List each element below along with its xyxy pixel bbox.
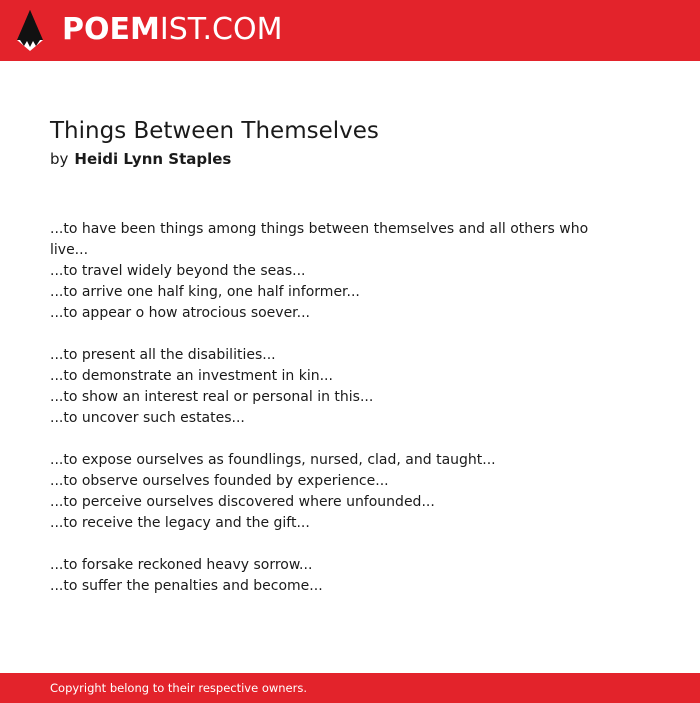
stanza xyxy=(50,345,590,429)
poem-line: ...to travel widely beyond the seas... xyxy=(50,263,306,279)
copyright-notice: Copyright belong to their respective owners. xyxy=(50,681,308,695)
stanza xyxy=(50,219,590,324)
poem-line: ...to appear o how atrocious soever... xyxy=(50,305,311,321)
stanza xyxy=(50,555,590,597)
poem-line: ...to uncover such estates... xyxy=(50,410,245,426)
poem-line: ...to observe ourselves founded by experience... xyxy=(50,473,389,489)
poem-line: ...to present all the disabilities... xyxy=(50,347,276,363)
pencil-icon[interactable] xyxy=(17,10,43,51)
poem-line: ...to perceive ourselves discovered where unfounded... xyxy=(50,494,435,510)
site-logo-text[interactable] xyxy=(62,11,282,49)
poem-line: ...to receive the legacy and the gift... xyxy=(50,515,310,531)
author-name[interactable]: Heidi Lynn Staples xyxy=(74,150,232,168)
poem-line: ...to suffer the penalties and become... xyxy=(50,578,323,594)
poem-line: ...to expose ourselves as foundlings, nursed, clad, and taught... xyxy=(50,452,496,468)
poem-title: Things Between Themselves xyxy=(50,118,379,144)
poem-line: ...to demonstrate an investment in kin... xyxy=(50,368,333,384)
byline xyxy=(50,148,231,170)
poem-line: ...to forsake reckoned heavy sorrow... xyxy=(50,557,313,573)
site-header xyxy=(0,0,700,61)
poem-line: ...to arrive one half king, one half informer... xyxy=(50,284,360,300)
poem-line: ...to have been things among things between themselves and all others who live... xyxy=(50,221,589,258)
site-footer xyxy=(0,673,700,703)
stanza xyxy=(50,450,590,534)
brand-bold: POEM xyxy=(62,12,160,47)
poem-body xyxy=(50,219,590,618)
by-label: by xyxy=(50,150,69,168)
brand-light: IST.COM xyxy=(159,12,283,47)
poem-line: ...to show an interest real or personal in this... xyxy=(50,389,374,405)
